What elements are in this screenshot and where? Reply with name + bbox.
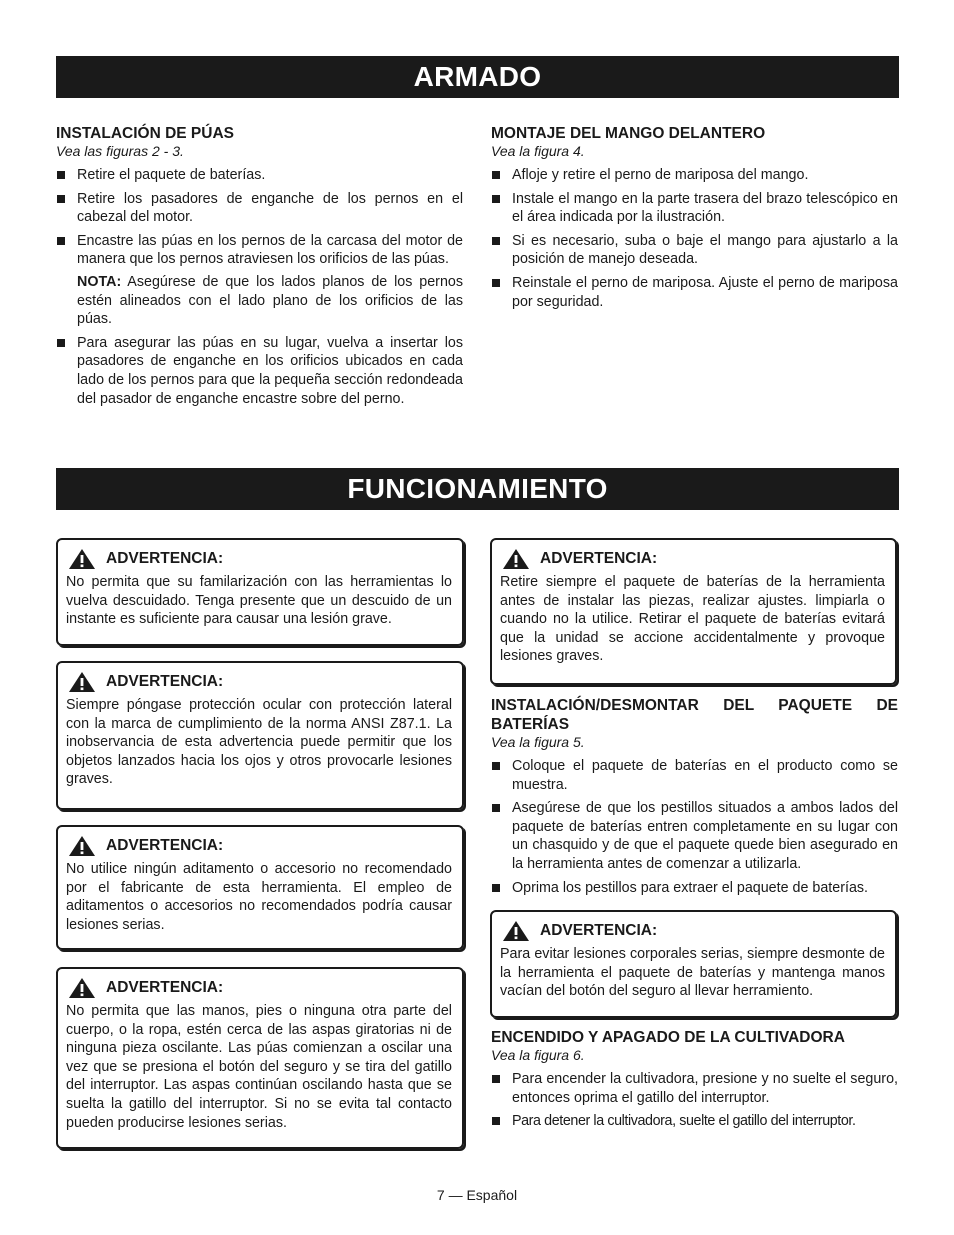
- warning-box: [490, 910, 897, 1018]
- list-item: [491, 879, 898, 898]
- list-item-text: Para detener la cultivadora, suelte el gatillo del interruptor.: [512, 1113, 856, 1130]
- list-item: [491, 799, 898, 873]
- list-item-text: Oprima los pestillos para extraer el paquete de baterías.: [512, 879, 869, 896]
- list-item-text: Asegúrese de que los pestillos situados a ambos lados del paquete de baterías entren completamente en su lugar con un chasquido y de que el paquete quede bien asegurado en la herramienta antes de comenzar a utilizarla.: [512, 800, 898, 872]
- warning-text: Siempre póngase protección ocular con protección lateral con la marca de cumplimiento de la norma ANSI Z87.1. La inobservancia de esta advertencia puede permitir que los objetos lanzados hacia los ojos y otros provocarle lesiones graves.: [66, 697, 452, 788]
- bullet-list: [491, 757, 898, 897]
- square-bullet-icon: [492, 884, 500, 892]
- square-bullet-icon: [492, 762, 500, 770]
- column-encendido: [491, 1028, 898, 1136]
- warning-label: ADVERTENCIA:: [106, 978, 224, 996]
- square-bullet-icon: [492, 195, 500, 203]
- column-instalacion-puas: [56, 124, 463, 413]
- list-item: [491, 757, 898, 794]
- note-text: Asegúrese de que los lados planos de los pernos estén alineados con el lado plano de los orificios de las púas.: [77, 273, 463, 328]
- warning-text: Para evitar lesiones corporales serias, siempre desmonte de la herramienta el paquete de baterías y mantenga manos vacían del botón del seguro al llevar herramiento.: [500, 946, 885, 1000]
- list-item: [491, 274, 898, 311]
- square-bullet-icon: [57, 195, 65, 203]
- figure-reference: Vea la figura 5.: [491, 734, 585, 750]
- warning-label: ADVERTENCIA:: [540, 549, 658, 567]
- square-bullet-icon: [492, 279, 500, 287]
- square-bullet-icon: [57, 171, 65, 179]
- warning-header: [68, 671, 452, 693]
- warning-triangle-icon: [68, 977, 96, 999]
- page-footer: 7 — Español: [436, 1187, 518, 1203]
- warning-triangle-icon: [502, 548, 530, 570]
- list-item-text: Encastre las púas en los pernos de la carcasa del motor de manera que los pernos atraviesen los orificios de las púas.: [77, 232, 463, 268]
- warning-label: ADVERTENCIA:: [540, 921, 658, 939]
- list-item-text: Para encender la cultivadora, presione y no suelte el seguro, entonces oprima el gatillo del interruptor.: [512, 1071, 898, 1106]
- warning-label: ADVERTENCIA:: [106, 549, 224, 567]
- list-item: [56, 166, 463, 185]
- list-item-text: Instale el mango en la parte trasera del brazo telescópico en el área indicada por la ilustración.: [512, 190, 898, 226]
- figure-reference: Vea las figuras 2 - 3.: [56, 143, 184, 159]
- warning-box: [56, 825, 464, 950]
- bullet-list: [56, 334, 463, 408]
- square-bullet-icon: [492, 1075, 500, 1083]
- warning-header: [68, 835, 452, 857]
- section-heading: MONTAJE DEL MANGO DELANTERO: [491, 125, 766, 142]
- list-item: [491, 1112, 898, 1131]
- square-bullet-icon: [492, 1117, 500, 1125]
- list-item-text: Coloque el paquete de baterías en el producto como se muestra.: [512, 758, 898, 793]
- warning-label: ADVERTENCIA:: [106, 836, 224, 854]
- list-item-text: Si es necesario, suba o baje el mango para ajustarlo a la posición de manejo deseada.: [512, 232, 898, 268]
- warning-box: [56, 661, 464, 810]
- warning-text: No permita que las manos, pies o ninguna otra parte del cuerpo, o la ropa, estén cerca de las aspas giratorias ni de ninguna pieza oscilante. Las púas comienzan a oscilar una vez que se presiona el botón del seguro y se tira del gatillo del interruptor. Las aspas continúan oscilando hasta que se suelta la gatillo del interruptor. Si no se evita tal contacto pueden producirse lesiones serias.: [66, 1003, 452, 1131]
- warning-label: ADVERTENCIA:: [106, 672, 224, 690]
- warning-triangle-icon: [502, 920, 530, 942]
- list-item: [491, 166, 898, 185]
- list-item: [56, 232, 463, 269]
- square-bullet-icon: [492, 804, 500, 812]
- square-bullet-icon: [492, 171, 500, 179]
- warning-box: [56, 538, 464, 646]
- list-item-text: Retire el paquete de baterías.: [77, 167, 266, 183]
- list-item: [56, 190, 463, 227]
- list-item: [491, 190, 898, 227]
- list-item: [491, 232, 898, 269]
- bullet-list: [56, 166, 463, 269]
- column-montaje-mango: [491, 124, 898, 316]
- list-item-text: Retire los pasadores de enganche de los pernos en el cabezal del motor.: [77, 190, 463, 226]
- note-label: NOTA:: [77, 273, 122, 290]
- square-bullet-icon: [57, 339, 65, 347]
- note: [56, 273, 463, 329]
- section-banner-armado: ARMADO: [56, 56, 899, 98]
- list-item: [491, 1070, 898, 1107]
- list-item-text: Para asegurar las púas en su lugar, vuelva a insertar los pasadores de enganche en los orificios ubicados en cada lado de los pernos para que la pequeña sección redondeada del pasador de enganche encastre sobre del perno.: [77, 334, 463, 407]
- warning-box: [56, 967, 464, 1149]
- column-paquete-baterias: [491, 696, 898, 902]
- list-item-text: Afloje y retire el perno de mariposa del mango.: [512, 167, 809, 183]
- warning-triangle-icon: [68, 671, 96, 693]
- figure-reference: Vea la figura 6.: [491, 1047, 585, 1063]
- warning-triangle-icon: [68, 835, 96, 857]
- section-banner-funcionamiento: FUNCIONAMIENTO: [56, 468, 899, 510]
- bullet-list: [491, 1070, 898, 1131]
- warning-triangle-icon: [68, 548, 96, 570]
- figure-reference: Vea la figura 4.: [491, 143, 585, 159]
- square-bullet-icon: [492, 237, 500, 245]
- list-item: [56, 334, 463, 408]
- warning-text: Retire siempre el paquete de baterías de la herramienta antes de instalar las piezas, realizar ajustes. limpiarla o cuando no la utilice. Retirar el paquete de baterías evitará que la unidad se accione accidentalmente y provoque lesiones graves.: [500, 574, 885, 665]
- warning-box: [490, 538, 897, 685]
- warning-header: [502, 920, 885, 942]
- warning-text: No utilice ningún aditamento o accesorio no recomendado por el fabricante de esta herramienta. El empleo de aditamentos o accesorios no recomendados podría causar lesiones serias.: [66, 861, 452, 933]
- warning-header: [502, 548, 885, 570]
- bullet-list: [491, 166, 898, 311]
- section-heading: INSTALACIÓN/DESMONTAR DEL PAQUETE DE BATERÍAS: [491, 697, 898, 733]
- warning-header: [68, 977, 452, 999]
- warning-header: [68, 548, 452, 570]
- warning-text: No permita que su familarización con las herramientas lo vuelva descuidado. Tenga presente que un descuido de un instante es suficiente para causar una lesión grave.: [66, 574, 452, 628]
- section-heading: INSTALACIÓN DE PÚAS: [56, 125, 234, 142]
- square-bullet-icon: [57, 237, 65, 245]
- list-item-text: Reinstale el perno de mariposa. Ajuste el perno de mariposa por seguridad.: [512, 274, 898, 310]
- section-heading: ENCENDIDO Y APAGADO DE LA CULTIVADORA: [491, 1029, 845, 1046]
